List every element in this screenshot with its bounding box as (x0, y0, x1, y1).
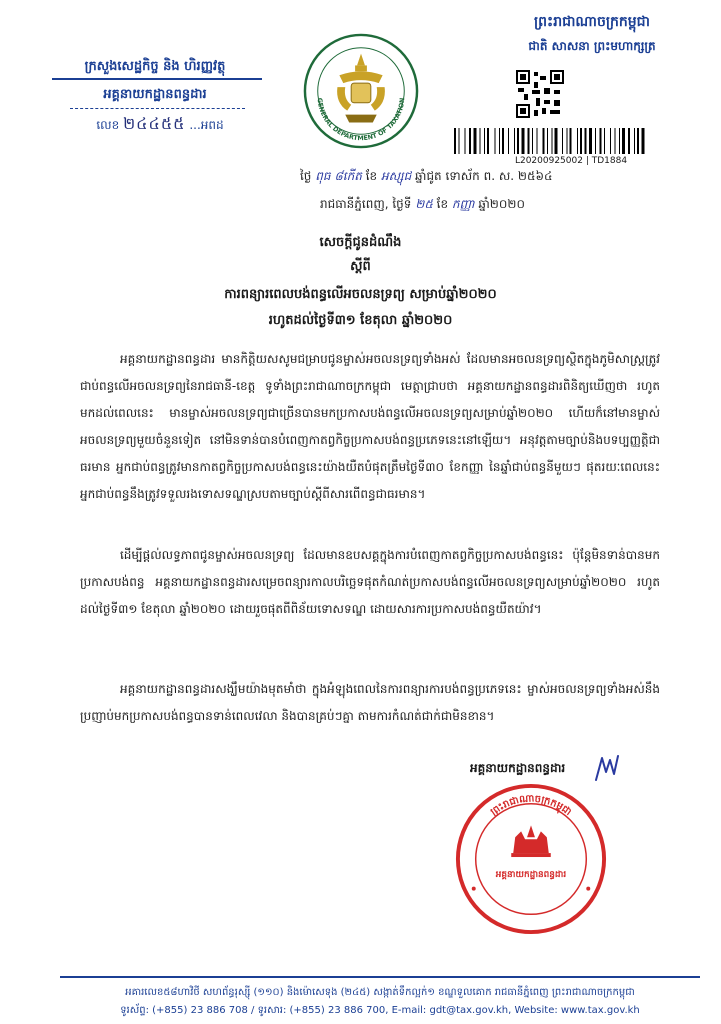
lunar-day-handwritten: ពុធ ៨កើត (315, 169, 362, 183)
ref-prefix: លេខ (96, 118, 120, 132)
ministry-name: ក្រសួងសេដ្ឋកិច្ច និង ហិរញ្ញវត្ថុ (84, 59, 226, 74)
notice-title: សេចក្តីជូនដំណឹង (319, 235, 402, 250)
kingdom-title: ព្រះរាជាណាចក្រកម្ពុជា (533, 14, 650, 30)
seal-center-text: អគ្គនាយកដ្ឋានពន្ធដារ (495, 869, 567, 880)
footer-address: អគារលេខ៥៨ហាវិថី សហព័ន្ធរុស្ស៊ី (១១០) និងម៉ោសេទុង (២៤៥) សង្កាត់ទឹកល្អក់១ ខណ្ឌទួលគោក រាជធានីភ្នំពេញ ព្រះរាជាណាចក្រកម្ពុជា (125, 987, 635, 998)
svg-text:ព្រះរាជាណាចក្រកម្ពុជា (489, 793, 574, 818)
notice-subject: ការពន្យារពេលបង់ពន្ធលើអចលនទ្រព្យ សម្រាប់ឆ្នាំ២០២០ (224, 287, 497, 302)
lunar-date-rest: ឆ្នាំជូត ទោស័ក ព. ស. ២៥៦៤ (415, 169, 553, 183)
ref-number-handwritten: ២៤៤៥៥ (123, 114, 186, 133)
civil-date-mid: ខែ (436, 197, 449, 211)
footer-divider (60, 976, 700, 978)
official-seal (452, 780, 610, 938)
civil-day-handwritten: ២៥ (415, 197, 433, 211)
body-paragraph-3: អគ្គនាយកដ្ឋានពន្ធដារសង្ឃឹមយ៉ាងមុតមាំថា ក្នុងអំឡុងពេលនៃការពន្យារការបង់ពន្ធប្រភេទនេះ ម្ចាស់អចលនទ្រព្យទាំងអស់នឹងប្រញាប់មកប្រកាសបង់ពន្ធបានទាន់ពេលវេលា និងបានគ្រប់ៗគ្នា តាមការកំណត់ជាក់ជាមិនខាន។ (80, 682, 660, 723)
qr-code-icon (516, 70, 564, 118)
body-paragraph-2: ដើម្បីផ្តល់លទ្ធភាពជូនម្ចាស់អចលនទ្រព្យ ដែលមានឧបសគ្គក្នុងការបំពេញកាតព្វកិច្ចប្រកាសបង់ពន្ធនេះ ប៉ុន្តែមិនទាន់បានមកប្រកាសបង់ពន្ធ អគ្គនាយកដ្ឋានពន្ធដារសម្រេចពន្យារកាលបរិច្ឆេទផុតកំណត់ប្រកាសបង់ពន្ធលើអចលនទ្រព្យសម្រាប់ឆ្នាំ២០២០ រហូតដល់ថ្ងៃទី៣១ ខែតុលា ឆ្នាំ២០២០ ដោយរួចផុតពីពិន័យទោសទណ្ឌ ដោយសារការប្រកាសបង់ពន្ធយឺតយ៉ាវ។ (80, 548, 660, 616)
body-paragraph-1: អគ្គនាយកដ្ឋានពន្ធដារ មានកិត្តិយសសូមជម្រាបជូនម្ចាស់អចលនទ្រព្យទាំងអស់ ដែលមានអចលនទ្រព្យស្ថិតក្នុងភូមិសាស្ត្រត្រូវជាប់ពន្ធលើអចលនទ្រព្យនៃរាជធានី-ខេត្ត ទូទាំងព្រះរាជាណាចក្រកម្ពុជា មេត្តាជ្រាបថា អគ្គនាយកដ្ឋានពន្ធដារពិនិត្យឃើញថា រហូតមកដល់ពេលនេះ មានម្ចាស់អចលនទ្រព្យជាច្រើនបានមកប្រកាសបង់ពន្ធលើអចលនទ្រព្យសម្រាប់ឆ្នាំ២០២០ ហើយក៏នៅមានម្ចាស់អចលនទ្រព្យមួយចំនួនទៀត នៅមិនទាន់បានបំពេញកាតព្វកិច្ចប្រកាសបង់ពន្ធប្រភេទនេះនៅឡើយ។ អនុវត្តតាមច្បាប់និងបទប្បញ្ញត្តិជាធរមាន អ្នកជាប់ពន្ធត្រូវមានកាតព្វកិច្ចប្រកាសបង់ពន្ធនេះយ៉ាងយឺតបំផុតត្រឹមថ្ងៃទី៣០ ខែកញ្ញា នៃឆ្នាំជាប់ពន្ធនីមួយៗ ផុតរយៈពេលនេះ អ្នកជាប់ពន្ធនឹងត្រូវទទួលរងទោសទណ្ឌស្របតាមច្បាប់ស្តីពីសារពើពន្ធជាធរមាន។ (80, 352, 660, 501)
lunar-date (300, 168, 710, 186)
barcode-text: L20200925002 | TD1884 (514, 156, 628, 166)
notice-subject-label: ស្តីពី (350, 259, 371, 274)
barcode (452, 128, 690, 154)
ref-suffix: ...អពដ (189, 118, 224, 132)
reference-number (60, 113, 260, 137)
department-name: អគ្គនាយកដ្ឋានពន្ធដារ (103, 87, 207, 102)
logo-caption: GENERAL DEPARTMENT OF TAXATION (315, 97, 407, 143)
lunar-month-handwritten: អស្សុជ (380, 169, 412, 183)
divider (70, 108, 245, 109)
gdt-emblem-logo (302, 32, 420, 150)
civil-date-rest: ឆ្នាំ២០២០ (478, 197, 525, 211)
lunar-date-prefix: ថ្ងៃ (300, 169, 312, 183)
national-motto: ជាតិ សាសនា ព្រះមហាក្សត្រ (528, 39, 656, 53)
civil-date-prefix: រាជធានីភ្នំពេញ, ថ្ងៃទី (320, 197, 412, 211)
signer-title: អគ្គនាយកដ្ឋានពន្ធដារ (470, 761, 566, 775)
civil-month-handwritten: កញ្ញា (451, 197, 475, 211)
notice-deadline: រហូតដល់ថ្ងៃទី៣១ ខែតុលា ឆ្នាំ២០២០ (268, 313, 453, 328)
lunar-date-mid: ខែ (365, 169, 378, 183)
footer-contact: ទូរស័ព្ទ: (+855) 23 886 708 / ទូរសារ: (+855) 23 886 700, E-mail: gdt@tax.gov.kh, Website: www.tax.gov.kh (120, 1005, 640, 1016)
seal-top-text: ព្រះរាជាណាចក្រកម្ពុជា (488, 793, 574, 818)
divider (52, 78, 262, 80)
civil-date (320, 196, 710, 214)
